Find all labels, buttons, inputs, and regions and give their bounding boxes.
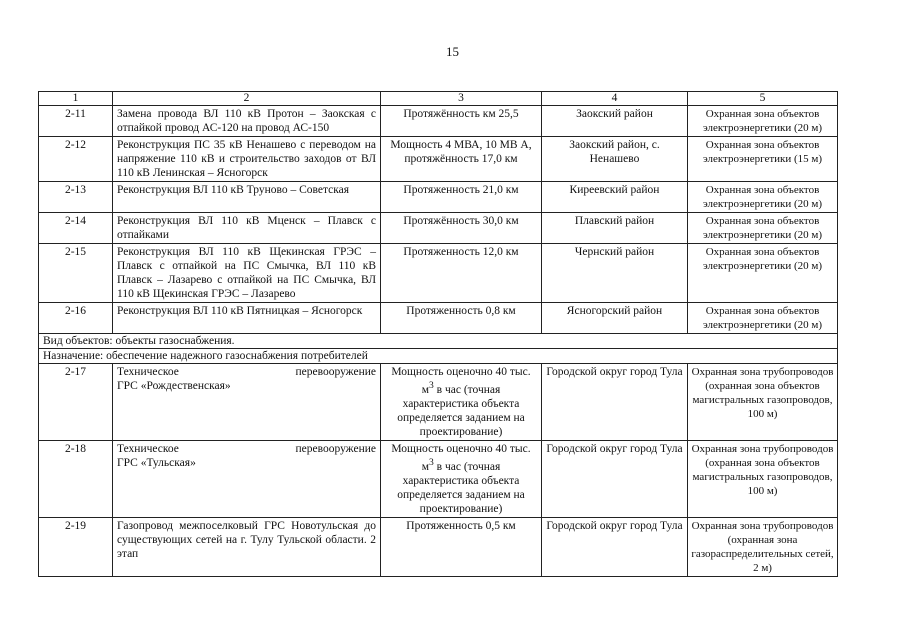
protection-zone: Охранная зона объектов электроэнергетики (15 м) [688, 137, 838, 182]
object-location: Заокский район, с. Ненашево [542, 137, 688, 182]
table-row [39, 244, 838, 303]
object-name-word: Техническое [117, 442, 179, 455]
object-name: Реконструкция ВЛ 110 кВ Пятницкая – Ясногорск [113, 303, 381, 334]
header-row [39, 92, 838, 106]
object-location: Плавский район [542, 213, 688, 244]
table-row [39, 303, 838, 334]
table-row [39, 364, 838, 441]
object-name [113, 364, 381, 441]
protection-zone: Охранная зона трубопроводов (охранная зона объектов магистральных газопроводов, 100 м) [688, 440, 838, 517]
object-parameters: Протяженность 21,0 км [381, 182, 542, 213]
param-text: в час (точная характеристика объекта определяется заданием на проектирование) [397, 460, 525, 515]
protection-zone: Охранная зона объектов электроэнергетики (20 м) [688, 213, 838, 244]
row-number: 2-19 [39, 517, 113, 576]
protection-zone: Охранная зона трубопроводов (охранная зона объектов магистральных газопроводов, 100 м) [688, 364, 838, 441]
header-cell: 1 [39, 92, 113, 106]
table-row [39, 213, 838, 244]
object-name-word: перевооружение [295, 442, 376, 455]
param-text: Мощность оценочно 40 тыс. м [391, 442, 531, 473]
object-location: Заокский район [542, 106, 688, 137]
table-row [39, 440, 838, 517]
object-location: Киреевский район [542, 182, 688, 213]
object-name: Реконструкция ПС 35 кВ Ненашево с переводом на напряжение 110 кВ и строительство заходов от ВЛ 110 кВ Ленинская – Ясногорск [113, 137, 381, 182]
protection-zone: Охранная зона объектов электроэнергетики (20 м) [688, 244, 838, 303]
object-name: Реконструкция ВЛ 110 кВ Мценск – Плавск с отпайками [113, 213, 381, 244]
object-name: Замена провода ВЛ 110 кВ Протон – Заокская с отпайкой провод АС-120 на провод АС-150 [113, 106, 381, 137]
section-kind: Вид объектов: объекты газоснабжения. [39, 334, 838, 349]
protection-zone: Охранная зона объектов электроэнергетики (20 м) [688, 303, 838, 334]
table-row [39, 137, 838, 182]
row-number: 2-12 [39, 137, 113, 182]
object-name: Реконструкция ВЛ 110 кВ Труново – Советская [113, 182, 381, 213]
section-purpose: Назначение: обеспечение надежного газоснабжения потребителей [39, 349, 838, 364]
protection-zone: Охранная зона объектов электроэнергетики (20 м) [688, 106, 838, 137]
object-parameters: Протяжённость км 25,5 [381, 106, 542, 137]
table-row [39, 517, 838, 576]
object-location: Городской округ город Тула [542, 440, 688, 517]
table-row [39, 182, 838, 213]
superscript: 3 [428, 380, 434, 391]
object-name-rest: ГРС «Рождественская» [117, 380, 231, 392]
object-parameters: Протяженность 0,8 км [381, 303, 542, 334]
object-name [113, 440, 381, 517]
row-number: 2-13 [39, 182, 113, 213]
object-name-word: перевооружение [295, 366, 376, 378]
object-parameters: Протяженность 12,0 км [381, 244, 542, 303]
param-text: Мощность оценочно 40 тыс. м [391, 366, 531, 396]
row-number: 2-14 [39, 213, 113, 244]
object-name: Газопровод межпоселковый ГРС Новотульская до существующих сетей на г. Тулу Тульской области. 2 этап [113, 517, 381, 576]
row-number: 2-11 [39, 106, 113, 137]
row-number: 2-15 [39, 244, 113, 303]
object-parameters: Протяженность 0,5 км [381, 517, 542, 576]
object-name: Реконструкция ВЛ 110 кВ Щекинская ГРЭС – Плавск с отпайкой на ПС Смычка, ВЛ 110 кВ Плавск – Лазарево с отпайкой на ПС Смычка, ВЛ 110 кВ Щекинская ГРЭС – Лазарево [113, 244, 381, 303]
header-cell: 3 [381, 92, 542, 106]
object-name-rest: ГРС «Тульская» [117, 456, 196, 469]
row-number: 2-16 [39, 303, 113, 334]
header-cell: 5 [688, 92, 838, 106]
object-parameters [381, 364, 542, 441]
param-text: в час (точная характеристика объекта определяется заданием на проектирование) [397, 383, 525, 438]
page-number: 15 [446, 44, 459, 59]
header-cell: 4 [542, 92, 688, 106]
superscript: 3 [428, 456, 434, 468]
object-location: Ясногорский район [542, 303, 688, 334]
row-number: 2-17 [39, 364, 113, 441]
object-parameters: Мощность 4 МВА, 10 МВ А, протяжённость 17,0 км [381, 137, 542, 182]
row-number: 2-18 [39, 440, 113, 517]
table-row [39, 106, 838, 137]
header-cell: 2 [113, 92, 381, 106]
object-location: Городской округ город Тула [542, 517, 688, 576]
protection-zone: Охранная зона трубопроводов (охранная зона газораспределительных сетей, 2 м) [688, 517, 838, 576]
table-body [39, 92, 838, 577]
planning-table [38, 91, 838, 577]
section-row [39, 349, 838, 364]
object-location: Чернский район [542, 244, 688, 303]
object-parameters: Протяжённость 30,0 км [381, 213, 542, 244]
object-location: Городской округ город Тула [542, 364, 688, 441]
protection-zone: Охранная зона объектов электроэнергетики (20 м) [688, 182, 838, 213]
object-name-word: Техническое [117, 366, 179, 378]
section-row [39, 334, 838, 349]
object-parameters [381, 440, 542, 517]
